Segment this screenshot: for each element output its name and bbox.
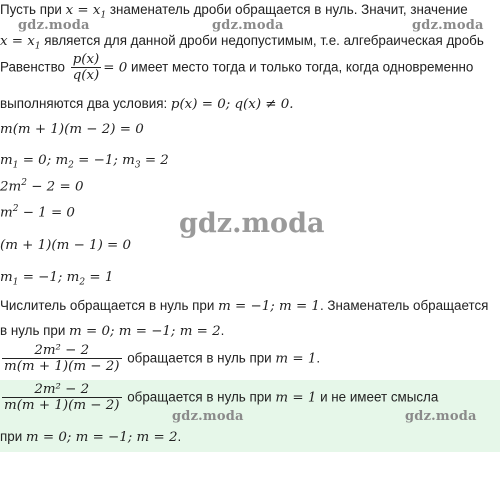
- equation-4: $m^2 - 1 = 0$: [0, 204, 75, 221]
- text-line-3: Равенство $\frac{p(x)}{q(x)}$ = 0 имеет место тогда и только тогда, когда одновременно: [0, 52, 474, 83]
- fraction-numerator-denominator: $\frac{\text{2m² − 2}}{m(m + 1)(m - 2)}$: [4, 343, 120, 374]
- equation-3: $2m^2 - 2 = 0$: [0, 178, 84, 195]
- text-line-6: в нуль при m = 0; m = −1; m = 2.: [0, 323, 225, 339]
- fraction-p-q: $\frac{p(x)}{q(x)}$: [72, 52, 100, 83]
- watermark-4: gdz.moda: [172, 409, 244, 424]
- equation-6: $m_1 = -1$; $m_2 = 1$: [0, 270, 114, 288]
- watermark-3: gdz.moda: [412, 18, 484, 33]
- text-line-2: $x = x_1$ является для данной дроби недопустимым, т.е. алгебраическая дробь: [0, 33, 484, 52]
- watermark-1: gdz.moda: [18, 18, 90, 33]
- equation-1: m(m + 1)(m − 2) = 0: [0, 122, 144, 137]
- watermark-5: gdz.moda: [405, 409, 477, 424]
- equation-5: (m + 1)(m − 1) = 0: [0, 238, 132, 253]
- fraction-numerator-denominator-2: $\frac{\text{2m² − 2}}{m(m + 1)(m - 2)}$: [4, 382, 120, 413]
- text-line-5: Числитель обращается в нуль при m = −1; m = 1. Знаменатель обращается: [0, 298, 489, 314]
- text-line-4: выполняются два условия: p(x) = 0; q(x) ≠ 0.: [0, 96, 294, 112]
- watermark-2: gdz.moda: [212, 18, 284, 33]
- equation-2: $m_1 = 0$; $m_2 = -1$; $m_3 = 2$: [0, 153, 169, 171]
- text-line-7: при m = 0; m = −1; m = 2.: [0, 429, 182, 445]
- text-line-1: Пусть при $x = x_1$ знаменатель дроби обращается в нуль. Значит, значение: [0, 2, 468, 21]
- watermark-center: gdz.moda: [179, 208, 325, 239]
- fraction-line-1: $\frac{\text{2m² − 2}}{m(m + 1)(m - 2)}$ обращается в нуль при m = 1.: [4, 343, 321, 374]
- fraction-line-2: $\frac{\text{2m² − 2}}{m(m + 1)(m - 2)}$ обращается в нуль при m = 1 и не имеет смысла: [4, 382, 439, 413]
